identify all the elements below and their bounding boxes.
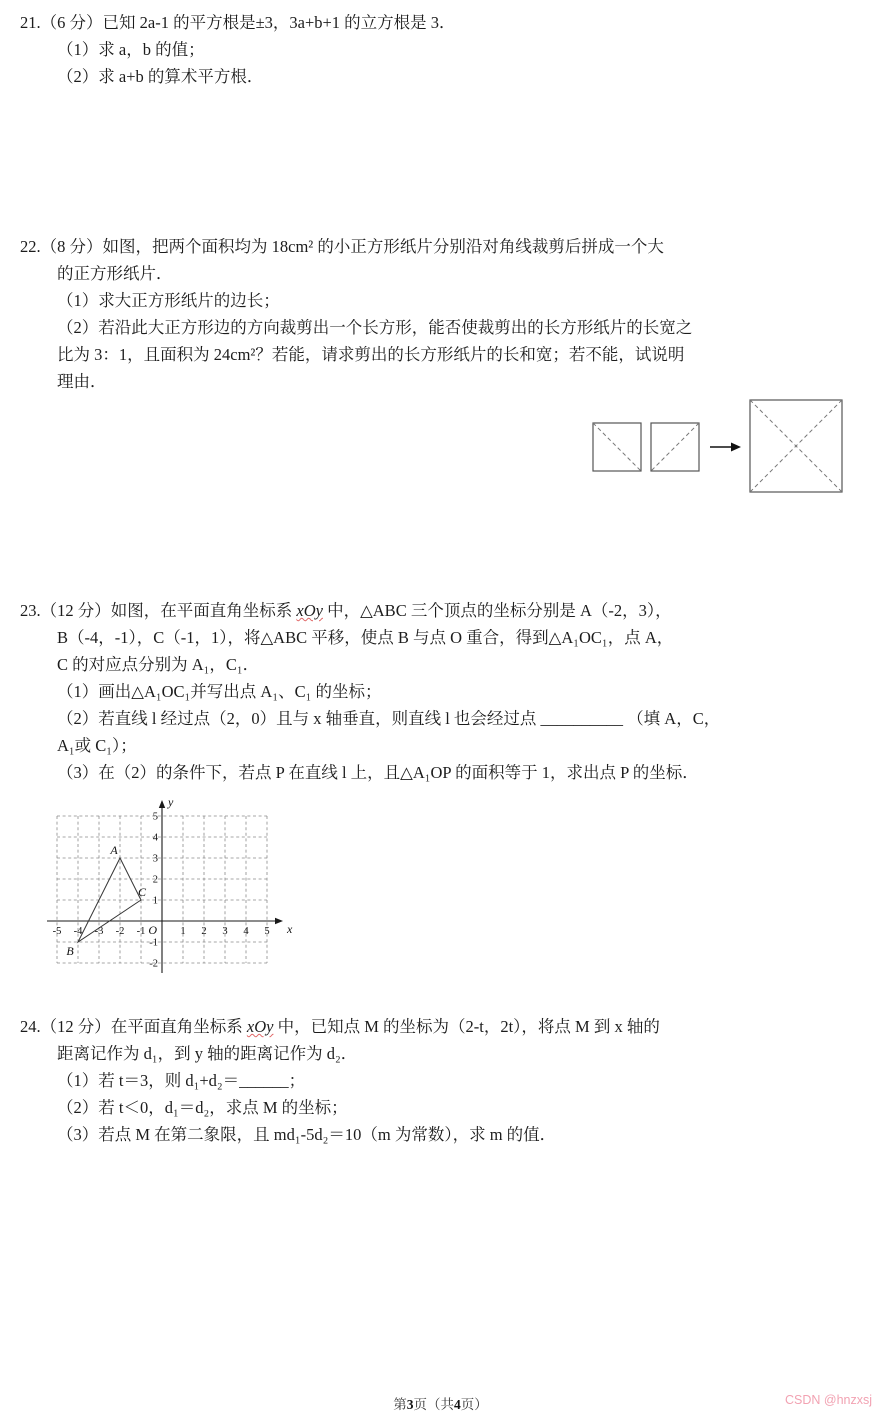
svg-text:5: 5 <box>264 926 270 937</box>
svg-text:2: 2 <box>152 874 158 886</box>
answer-space <box>20 497 863 597</box>
svg-text:-3: -3 <box>94 926 104 937</box>
problem-line: （1）求 a，b 的值； <box>57 40 205 59</box>
large-square-diagonal-2 <box>750 400 842 492</box>
svg-text:1: 1 <box>180 926 186 937</box>
svg-text:C: C <box>137 885 147 899</box>
problem-line: A₁或 C₁）； <box>57 736 137 755</box>
problem-line <box>20 597 863 624</box>
transform-arrow-head-icon <box>731 443 741 452</box>
problem-line: （2）求 a+b 的算术平方根． <box>57 67 264 86</box>
problem-line: 距离记作为 d₁，到 y 轴的距离记作为 d₂． <box>57 1044 358 1063</box>
svg-text:-4: -4 <box>73 926 83 937</box>
footer-text: 第 <box>393 1397 407 1412</box>
problem-line-segment: 24.（12 分）在平面直角坐标系 <box>20 1017 247 1036</box>
problem-line: 22.（8 分）如图，把两个面积均为 18cm² 的小正方形纸片分别沿对角线裁剪后拼成一个大 <box>20 237 664 256</box>
footer-page-number: 3 <box>406 1397 414 1412</box>
problem-line: （2）若 t＜0，d₁＝d₂，求点 M 的坐标； <box>57 1098 348 1117</box>
problem-line: 比为 3：1，且面积为 24cm²？若能，请求剪出的长方形纸片的长和宽；若不能，试说明 <box>57 345 685 364</box>
answer-space <box>20 90 863 233</box>
problem-line: （3）在（2）的条件下，若点 P 在直线 l 上，且△A₁OP 的面积等于 1，求出点 P 的坐标． <box>57 763 699 782</box>
small-square-2-diagonal <box>651 423 699 471</box>
svg-text:1: 1 <box>152 895 158 907</box>
svg-text:3: 3 <box>152 853 158 865</box>
svg-text:O: O <box>148 923 157 937</box>
problem-line: 21.（6 分）已知 2a-1 的平方根是±3，3a+b+1 的立方根是 3． <box>20 13 456 32</box>
squares-figure-svg <box>588 395 848 497</box>
svg-text:4: 4 <box>243 926 249 937</box>
csdn-watermark: CSDN @hnzxsj <box>784 1393 872 1407</box>
math-xoy: xOy <box>246 1017 274 1036</box>
problem-line: 理由． <box>57 372 107 391</box>
page-footer <box>0 1393 881 1413</box>
footer-text: 页） <box>460 1397 488 1412</box>
squares-figure <box>588 395 863 497</box>
svg-text:-2: -2 <box>115 926 125 937</box>
problem-line: （1）若 t＝3，则 d₁+d₂＝______； <box>57 1071 306 1090</box>
answer-space <box>20 987 863 1013</box>
svg-text:-5: -5 <box>52 926 62 937</box>
svg-text:-1: -1 <box>149 937 158 949</box>
svg-text:x: x <box>287 922 293 936</box>
problem-21 <box>20 9 863 90</box>
problem-line: 的正方形纸片． <box>57 264 173 283</box>
svg-text:5: 5 <box>152 811 158 823</box>
svg-text:-2: -2 <box>149 958 158 970</box>
problem-line: B（-4，-1），C（-1，1），将△ABC 平移，使点 B 与点 O 重合，得到△A₁OC₁，点 A， <box>57 628 674 647</box>
svg-text:4: 4 <box>152 832 158 844</box>
svg-text:-1: -1 <box>136 926 146 937</box>
problem-24 <box>20 1013 863 1148</box>
small-square-1-diagonal <box>593 423 641 471</box>
svg-text:2: 2 <box>201 926 207 937</box>
problem-line: （2）若直线 l 经过点（2，0）且与 x 轴垂直，则直线 l 也会经过点 __________ （填 A，C， <box>57 709 721 728</box>
coordinate-grid-figure <box>42 790 302 982</box>
problem-line: （1）求大正方形纸片的边长； <box>57 291 280 310</box>
math-xoy: xOy <box>296 601 323 620</box>
problem-22 <box>20 233 863 395</box>
footer-total-pages: 4 <box>454 1397 461 1412</box>
problem-line-segment: 中，已知点 M 的坐标为（2-t，2t），将点 M 到 x 轴的 <box>273 1017 660 1036</box>
coordinate-grid-figure-wrap <box>42 790 863 987</box>
svg-text:3: 3 <box>222 926 228 937</box>
problem-line-segment: 23.（12 分）如图，在平面直角坐标系 <box>20 601 297 620</box>
problem-line: （2）若沿此大正方形边的方向裁剪出一个长方形，能否使裁剪出的长方形纸片的长宽之 <box>57 318 693 337</box>
footer-text: 页（共 <box>413 1397 454 1412</box>
problem-line: （1）画出△A₁OC₁并写出点 A₁、C₁ 的坐标； <box>57 682 382 701</box>
svg-text:y: y <box>168 795 174 809</box>
problem-line-segment: 中，△ABC 三个顶点的坐标分别是 A（-2，3）， <box>322 601 672 620</box>
problem-23 <box>20 597 863 786</box>
problem-line: C 的对应点分别为 A₁，C₁． <box>57 655 260 674</box>
problem-line: （3）若点 M 在第二象限，且 md₁-5d₂＝10（m 为常数），求 m 的值． <box>57 1125 557 1144</box>
svg-text:B: B <box>66 944 74 958</box>
problem-line <box>20 1013 863 1040</box>
svg-text:A: A <box>110 843 118 857</box>
